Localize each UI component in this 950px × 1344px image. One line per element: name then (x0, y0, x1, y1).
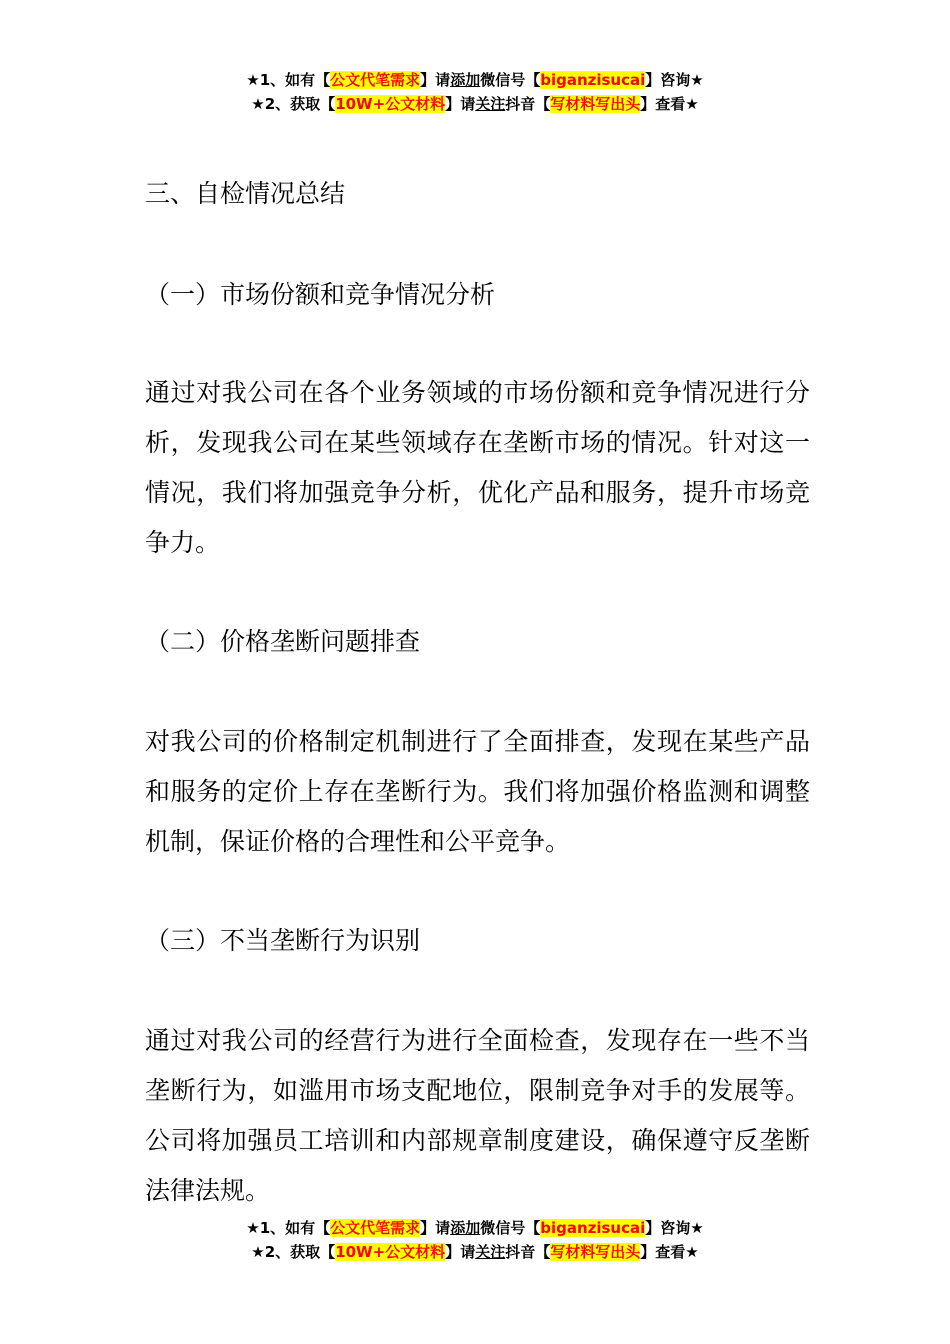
banner-highlight: 10W+公文材料 (335, 1243, 446, 1261)
banner-text: 】咨询★ (645, 1219, 704, 1237)
top-banner (0, 68, 950, 116)
banner-text: 】咨询★ (645, 71, 704, 89)
subsection-heading-3: （三）不当垄断行为识别 (145, 926, 421, 955)
banner-highlight: biganzisucai (540, 1219, 646, 1237)
banner-text: 】查看★ (640, 1243, 699, 1261)
banner-text: 微信号【 (480, 1219, 541, 1237)
banner-text: ★1、如有【 (246, 71, 331, 89)
banner-line-1 (0, 68, 950, 92)
banner-highlight: biganzisucai (540, 71, 646, 89)
banner-highlight: 公文代笔需求 (330, 71, 421, 89)
banner-text: 】查看★ (640, 95, 699, 113)
banner-highlight: 10W+公文材料 (335, 95, 446, 113)
banner-underlined-text: 关注 (475, 1243, 506, 1261)
banner-text: 微信号【 (480, 71, 541, 89)
banner-text: 抖音【 (505, 1243, 551, 1261)
paragraph-2: 对我公司的价格制定机制进行了全面排查，发现在某些产品和服务的定价上存在垄断行为。我们将加强价格监测和调整机制，保证价格的合理性和公平竞争。 (145, 727, 810, 856)
banner-line-2 (0, 92, 950, 116)
banner-highlight: 写材料写出头 (550, 95, 641, 113)
bottom-banner (0, 1216, 950, 1264)
banner-text: 】请 (445, 95, 476, 113)
paragraph-1: 通过对我公司在各个业务领域的市场份额和竞争情况进行分析，发现我公司在某些领域存在垄断市场的情况。针对这一情况，我们将加强竞争分析，优化产品和服务，提升市场竞争力。 (145, 378, 810, 557)
banner-text: 】请 (420, 71, 451, 89)
section-title: 三、自检情况总结 (145, 179, 346, 208)
subsection-heading-1: （一）市场份额和竞争情况分析 (145, 280, 496, 309)
subsection-heading-2: （二）价格垄断问题排查 (145, 627, 421, 656)
banner-text: 】请 (420, 1219, 451, 1237)
banner-text: 】请 (445, 1243, 476, 1261)
banner-underlined-text: 关注 (475, 95, 506, 113)
banner-underlined-text: 添加 (450, 71, 481, 89)
banner-text: 抖音【 (505, 95, 551, 113)
banner-underlined-text: 添加 (450, 1219, 481, 1237)
banner-line-1 (0, 1216, 950, 1240)
paragraph-3: 通过对我公司的经营行为进行全面检查，发现存在一些不当垄断行为，如滥用市场支配地位，限制竞争对手的发展等。公司将加强员工培训和内部规章制度建设，确保遵守反垄断法律法规。 (145, 1026, 810, 1205)
banner-highlight: 公文代笔需求 (330, 1219, 421, 1237)
banner-highlight: 写材料写出头 (550, 1243, 641, 1261)
banner-text: ★1、如有【 (246, 1219, 331, 1237)
banner-text: ★2、获取【 (251, 1243, 336, 1261)
banner-line-2 (0, 1240, 950, 1264)
banner-text: ★2、获取【 (251, 95, 336, 113)
